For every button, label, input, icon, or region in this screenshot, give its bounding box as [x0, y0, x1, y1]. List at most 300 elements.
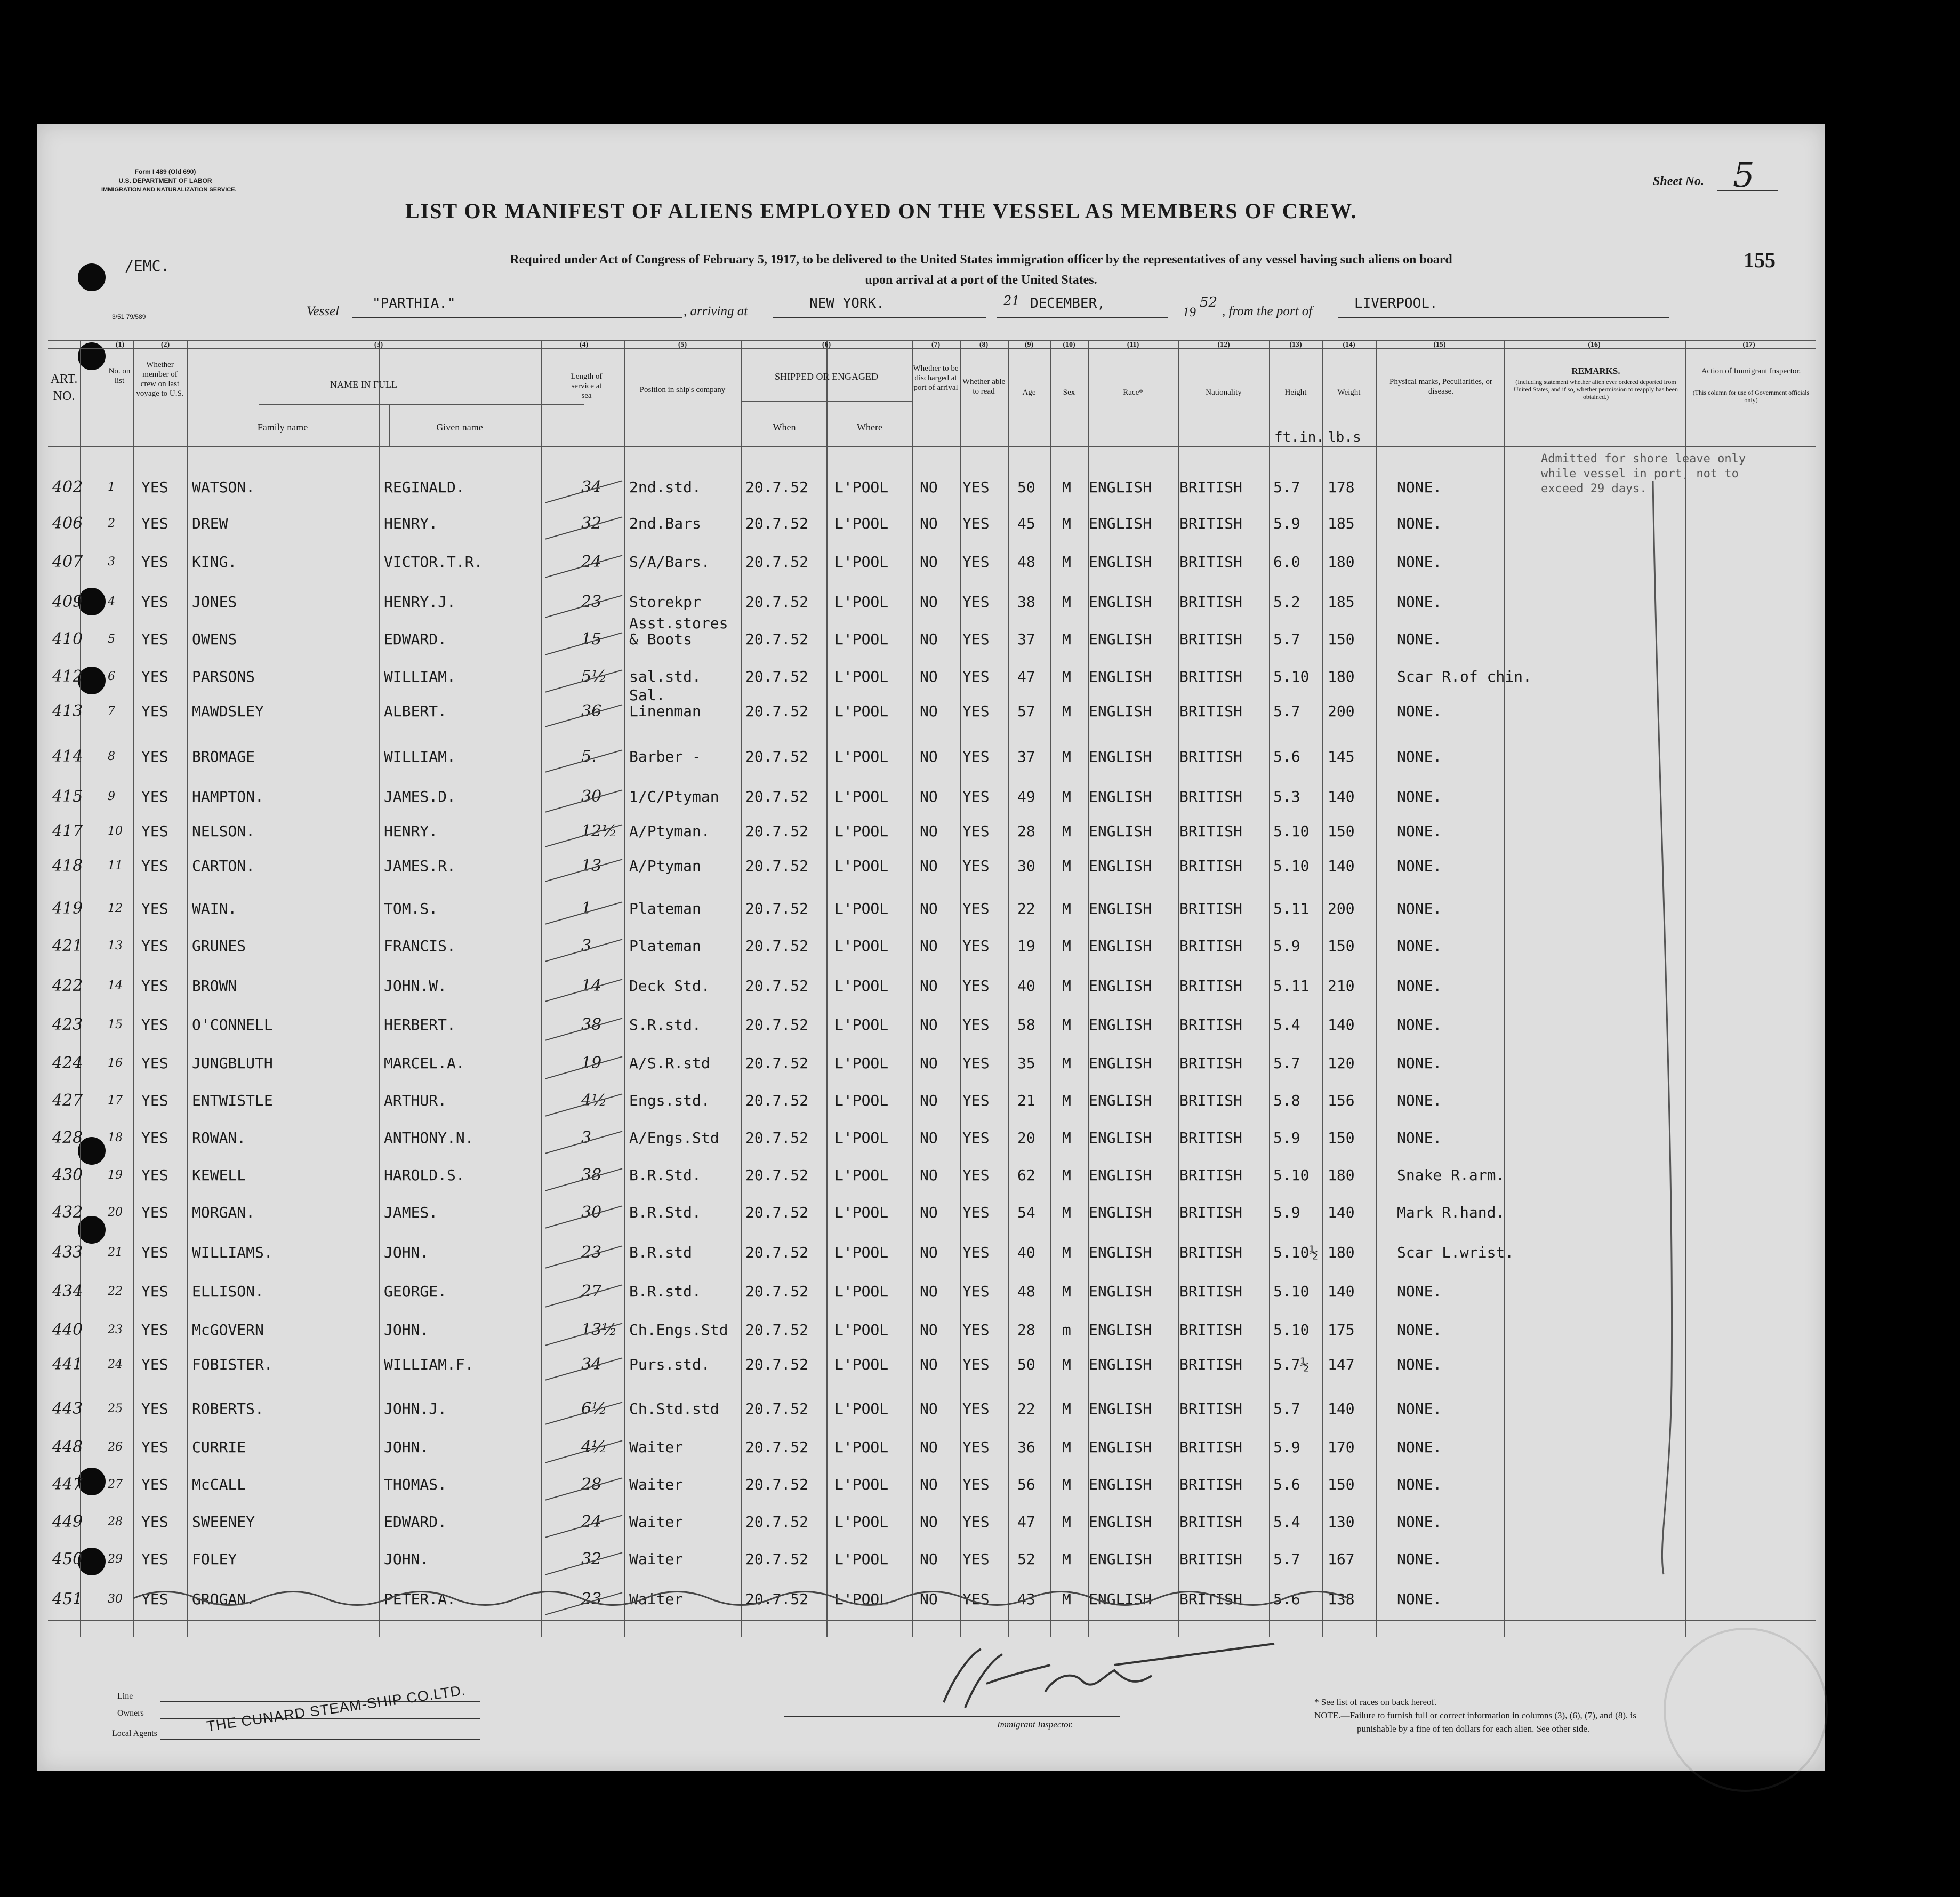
cell-read: YES [962, 748, 990, 765]
cell-race: ENGLISH [1089, 1244, 1152, 1261]
footer-note-3: punishable by a fine of ten dollars for each alien. See other side. [1357, 1724, 1590, 1734]
cell-member: YES [141, 857, 168, 875]
cell-position-line1: Asst.stores [629, 614, 728, 632]
cell-age: 48 [1017, 1283, 1035, 1300]
cell-family: GROGAN. [192, 1590, 255, 1608]
table-row [48, 614, 1816, 668]
cell-no: 4 [108, 595, 115, 609]
cell-disch: NO [920, 1244, 938, 1261]
cell-nat: BRITISH [1179, 668, 1243, 685]
cell-member: YES [141, 1590, 168, 1608]
cell-no: 18 [108, 1131, 123, 1144]
cell-marks: NONE. [1397, 702, 1442, 720]
vessel-name: "PARTHIA." [372, 295, 456, 311]
header-weight: Weight [1337, 388, 1361, 397]
arrival-day: 21 [1003, 293, 1020, 308]
cell-sex: M [1062, 857, 1071, 875]
cell-age: 28 [1017, 1321, 1035, 1339]
header-age: Age [1022, 388, 1036, 397]
cell-art: 409 [52, 593, 83, 611]
cell-height: 5.3 [1273, 788, 1300, 805]
cell-family: ELLISON. [192, 1283, 264, 1300]
cell-nat: BRITISH [1179, 1438, 1243, 1456]
cell-nat: BRITISH [1179, 1244, 1243, 1261]
cell-read: YES [962, 1356, 990, 1373]
arrival-month: DECEMBER, [1030, 295, 1105, 311]
cell-marks: NONE. [1397, 1438, 1442, 1456]
table-row [48, 593, 1816, 630]
cell-weight: 150 [1328, 630, 1355, 648]
cell-where: L'POOL [834, 1590, 889, 1608]
header-remarks: REMARKS. [1571, 366, 1620, 376]
header-physical-marks: Physical marks, Peculiarities, or disease. [1389, 378, 1492, 396]
cell-given: HENRY. [384, 515, 438, 532]
cell-read: YES [962, 630, 990, 648]
table-row [48, 748, 1816, 785]
cell-sex: M [1062, 1283, 1071, 1300]
cell-age: 47 [1017, 1513, 1035, 1531]
cell-marks: Scar R.of chin. [1397, 668, 1532, 685]
cell-when: 20.7.52 [745, 857, 809, 875]
cell-when: 20.7.52 [745, 1321, 809, 1339]
cell-height: 5.4 [1273, 1513, 1300, 1531]
cell-member: YES [141, 1166, 168, 1184]
cell-disch: NO [920, 788, 938, 805]
requirement-line-2: upon arrival at a port of the United States. [865, 273, 1097, 287]
cell-height: 5.9 [1273, 1129, 1300, 1147]
cell-sex: M [1062, 1244, 1071, 1261]
cell-sex: M [1062, 593, 1071, 611]
cell-service: 32 [581, 1550, 602, 1568]
cell-family: NELSON. [192, 822, 255, 840]
cell-weight: 180 [1328, 1244, 1355, 1261]
cell-read: YES [962, 478, 990, 496]
cell-nat: BRITISH [1179, 1513, 1243, 1531]
cell-art: 424 [52, 1054, 83, 1072]
cell-no: 10 [108, 825, 123, 838]
header-position: Position in ship's company [639, 386, 726, 394]
cell-race: ENGLISH [1089, 1166, 1152, 1184]
cell-family: McCALL [192, 1476, 246, 1493]
table-row [48, 937, 1816, 974]
cell-service: 5. [581, 747, 597, 766]
cell-given: JOHN. [384, 1438, 429, 1456]
cell-weight: 178 [1328, 478, 1355, 496]
table-row [48, 1513, 1816, 1550]
cell-no: 13 [108, 939, 123, 952]
cell-race: ENGLISH [1089, 1550, 1152, 1568]
cell-weight: 180 [1328, 668, 1355, 685]
cell-member: YES [141, 630, 168, 648]
footer-agents-label: Local Agents [112, 1729, 157, 1738]
cell-read: YES [962, 1016, 990, 1034]
cell-read: YES [962, 788, 990, 805]
remarks-line: while vessel in port, not to [1541, 467, 1739, 481]
cell-height: 5.10 [1273, 822, 1310, 840]
cell-family: ROWAN. [192, 1129, 246, 1147]
cell-sex: M [1062, 1476, 1071, 1493]
header-no-on-list: No. on list [108, 367, 131, 385]
cell-weight: 175 [1328, 1321, 1355, 1339]
cell-service: 12½ [581, 822, 617, 841]
cell-when: 20.7.52 [745, 478, 809, 496]
cell-service: 23 [581, 593, 602, 611]
cell-weight: 140 [1328, 1016, 1355, 1034]
cell-read: YES [962, 1590, 990, 1608]
cell-position: Engs.std. [629, 1092, 710, 1109]
emc-code: /EMC. [125, 257, 170, 275]
cell-family: WATSON. [192, 478, 255, 496]
cell-member: YES [141, 1438, 168, 1456]
cell-family: MORGAN. [192, 1204, 255, 1221]
cell-nat: BRITISH [1179, 1016, 1243, 1034]
cell-where: L'POOL [834, 593, 889, 611]
cell-marks: NONE. [1397, 593, 1442, 611]
cell-disch: NO [920, 668, 938, 685]
cell-disch: NO [920, 630, 938, 648]
cell-service: 23 [581, 1243, 602, 1262]
colnum: (11) [1127, 341, 1139, 349]
cell-service: 3 [581, 937, 592, 955]
cell-given: EDWARD. [384, 1513, 447, 1531]
requirement-line-1: Required under Act of Congress of February 5, 1917, to be delivered to the United States immigration officer by the representatives of any vessel having such aliens on board [510, 253, 1452, 267]
cell-where: L'POOL [834, 553, 889, 571]
cell-when: 20.7.52 [745, 1400, 809, 1418]
inspector-signature [922, 1633, 1285, 1713]
cell-art: 410 [52, 630, 83, 649]
colnum: (15) [1433, 341, 1446, 349]
cell-read: YES [962, 1204, 990, 1221]
cell-height: 5.10 [1273, 1321, 1310, 1339]
cell-member: YES [141, 1092, 168, 1109]
cell-member: YES [141, 1204, 168, 1221]
cell-height: 5.11 [1273, 977, 1310, 995]
cell-when: 20.7.52 [745, 1513, 809, 1531]
cell-height: 5.7 [1273, 630, 1300, 648]
colnum: (3) [374, 341, 383, 349]
cell-given: THOMAS. [384, 1476, 447, 1493]
cell-given: VICTOR.T.R. [384, 553, 483, 571]
colnum: (9) [1024, 341, 1034, 349]
cell-family: KING. [192, 553, 237, 571]
cell-where: L'POOL [834, 1054, 889, 1072]
cell-where: L'POOL [834, 900, 889, 917]
cell-where: L'POOL [834, 1400, 889, 1418]
header-action-note: (This column for use of Government officials only) [1692, 389, 1810, 404]
cell-disch: NO [920, 977, 938, 995]
cell-where: L'POOL [834, 857, 889, 875]
cell-height: 5.10½ [1273, 1244, 1319, 1261]
cell-age: 36 [1017, 1438, 1035, 1456]
cell-art: 413 [52, 702, 83, 721]
cell-when: 20.7.52 [745, 1204, 809, 1221]
cell-weight: 140 [1328, 1283, 1355, 1300]
cell-nat: BRITISH [1179, 1092, 1243, 1109]
cell-age: 20 [1017, 1129, 1035, 1147]
cell-read: YES [962, 1283, 990, 1300]
cell-age: 62 [1017, 1166, 1035, 1184]
table-row [48, 1244, 1816, 1281]
header-height: Height [1284, 388, 1307, 397]
cell-race: ENGLISH [1089, 822, 1152, 840]
cell-when: 20.7.52 [745, 668, 809, 685]
cell-service: 15 [581, 630, 602, 649]
cell-given: REGINALD. [384, 478, 465, 496]
header-nationality: Nationality [1206, 388, 1242, 397]
cell-member: YES [141, 1054, 168, 1072]
cell-height: 5.7 [1273, 1054, 1300, 1072]
cell-family: ENTWISTLE [192, 1092, 273, 1109]
cell-service: 34 [581, 478, 602, 497]
cell-marks: NONE. [1397, 1321, 1442, 1339]
cell-service: 6½ [581, 1399, 607, 1418]
table-row [48, 1438, 1816, 1476]
cell-sex: M [1062, 1550, 1071, 1568]
cell-nat: BRITISH [1179, 977, 1243, 995]
colnum: (10) [1063, 341, 1075, 349]
cell-art: 440 [52, 1320, 83, 1339]
cell-race: ENGLISH [1089, 1016, 1152, 1034]
cell-age: 50 [1017, 1356, 1035, 1373]
colnum: (17) [1742, 341, 1755, 349]
cell-when: 20.7.52 [745, 1476, 809, 1493]
cell-sex: M [1062, 937, 1071, 955]
cell-given: ALBERT. [384, 702, 447, 720]
cell-disch: NO [920, 1400, 938, 1418]
cell-member: YES [141, 1129, 168, 1147]
cell-no: 30 [108, 1592, 123, 1606]
cell-race: ENGLISH [1089, 593, 1152, 611]
cell-nat: BRITISH [1179, 553, 1243, 571]
cell-member: YES [141, 1283, 168, 1300]
cell-height: 5.7½ [1273, 1356, 1310, 1373]
cell-family: FOBISTER. [192, 1356, 273, 1373]
cell-marks: NONE. [1397, 1016, 1442, 1034]
cell-member: YES [141, 977, 168, 995]
cell-service: 5½ [581, 667, 607, 686]
cell-sex: M [1062, 630, 1071, 648]
cell-position: A/Ptyman [629, 857, 701, 875]
cell-art: 419 [52, 899, 83, 918]
cell-read: YES [962, 702, 990, 720]
cell-when: 20.7.52 [745, 1356, 809, 1373]
cell-when: 20.7.52 [745, 1016, 809, 1034]
cell-position: 2nd.std. [629, 478, 701, 496]
cell-family: GRUNES [192, 937, 246, 955]
cell-marks: Mark R.hand. [1397, 1204, 1505, 1221]
page-stamp: 155 [1744, 248, 1776, 272]
cell-family: PARSONS [192, 668, 255, 685]
table-row [48, 1283, 1816, 1320]
cell-race: ENGLISH [1089, 857, 1152, 875]
cell-sex: M [1062, 822, 1071, 840]
cell-art: 447 [52, 1475, 83, 1494]
cell-position: B.R.Std. [629, 1166, 701, 1184]
cell-art: 414 [52, 747, 83, 766]
cell-position: S/A/Bars. [629, 553, 710, 571]
cell-member: YES [141, 1321, 168, 1339]
cell-when: 20.7.52 [745, 1092, 809, 1109]
cell-no: 28 [108, 1515, 123, 1528]
cell-disch: NO [920, 900, 938, 917]
cell-family: WILLIAMS. [192, 1244, 273, 1261]
cell-art: 430 [52, 1166, 83, 1184]
punch-hole [78, 263, 106, 291]
cell-height: 5.2 [1273, 593, 1300, 611]
cell-marks: NONE. [1397, 1590, 1442, 1608]
sheet-number: 5 [1733, 156, 1755, 195]
cell-art: 406 [52, 514, 83, 533]
cell-position: Purs.std. [629, 1356, 710, 1373]
cell-age: 30 [1017, 857, 1035, 875]
cell-age: 22 [1017, 1400, 1035, 1418]
cell-disch: NO [920, 857, 938, 875]
cell-height: 5.7 [1273, 1400, 1300, 1418]
cell-nat: BRITISH [1179, 1590, 1243, 1608]
cell-weight: 130 [1328, 1513, 1355, 1531]
cell-where: L'POOL [834, 630, 889, 648]
cell-nat: BRITISH [1179, 1166, 1243, 1184]
cell-sex: M [1062, 1356, 1071, 1373]
cell-position: Barber - [629, 748, 701, 765]
form-info [101, 167, 237, 195]
cell-given: HERBERT. [384, 1016, 456, 1034]
department: U.S. DEPARTMENT OF LABOR [118, 177, 212, 185]
cell-sex: M [1062, 1513, 1071, 1531]
cell-position: sal.std. [629, 668, 701, 685]
cell-no: 19 [108, 1168, 123, 1182]
cell-age: 40 [1017, 977, 1035, 995]
agents-stamp: THE CUNARD STEAM-SHIP CO.LTD. [205, 1682, 467, 1735]
cell-race: ENGLISH [1089, 515, 1152, 532]
cell-read: YES [962, 1400, 990, 1418]
cell-member: YES [141, 1400, 168, 1418]
cell-height: 5.8 [1273, 1092, 1300, 1109]
cell-weight: 140 [1328, 857, 1355, 875]
cell-when: 20.7.52 [745, 553, 809, 571]
cell-marks: NONE. [1397, 630, 1442, 648]
cell-where: L'POOL [834, 748, 889, 765]
cell-weight: 180 [1328, 553, 1355, 571]
cell-disch: NO [920, 1513, 938, 1531]
cell-art: 448 [52, 1438, 83, 1456]
cell-disch: NO [920, 702, 938, 720]
form-number: Form I 489 (Old 690) [134, 168, 196, 175]
cell-when: 20.7.52 [745, 748, 809, 765]
remarks-line: exceed 29 days. [1541, 482, 1647, 495]
cell-age: 37 [1017, 748, 1035, 765]
header-able-read: Whether able to read [962, 378, 1006, 396]
cell-marks: NONE. [1397, 1550, 1442, 1568]
cell-where: L'POOL [834, 1283, 889, 1300]
cell-when: 20.7.52 [745, 1283, 809, 1300]
cell-height: 5.10 [1273, 857, 1310, 875]
header-length-service: Length of service at sea [571, 372, 603, 400]
cell-member: YES [141, 515, 168, 532]
cell-marks: NONE. [1397, 822, 1442, 840]
cell-art: 402 [52, 478, 83, 497]
cell-sex: m [1062, 1321, 1071, 1339]
cell-nat: BRITISH [1179, 788, 1243, 805]
colnum: (6) [822, 341, 831, 349]
cell-disch: NO [920, 1129, 938, 1147]
cell-height: 5.4 [1273, 1016, 1300, 1034]
cell-race: ENGLISH [1089, 1204, 1152, 1221]
cell-weight: 145 [1328, 748, 1355, 765]
cell-weight: 210 [1328, 977, 1355, 995]
cell-disch: NO [920, 1356, 938, 1373]
cell-art: 423 [52, 1015, 83, 1034]
colnum: (7) [931, 341, 941, 349]
colnum: (14) [1343, 341, 1355, 349]
cell-given: MARCEL.A. [384, 1054, 465, 1072]
height-units: ft.in. [1274, 429, 1324, 445]
cell-disch: NO [920, 553, 938, 571]
cell-family: FOLEY [192, 1550, 237, 1568]
cell-given: JOHN. [384, 1550, 429, 1568]
header-when: When [773, 422, 796, 433]
header-where: Where [857, 422, 882, 433]
cell-height: 5.6 [1273, 1590, 1300, 1608]
cell-art: 407 [52, 553, 83, 571]
cell-disch: NO [920, 593, 938, 611]
cell-service: 14 [581, 976, 602, 995]
cell-weight: 150 [1328, 1129, 1355, 1147]
cell-race: ENGLISH [1089, 1438, 1152, 1456]
cell-when: 20.7.52 [745, 702, 809, 720]
cell-service: 36 [581, 702, 602, 721]
cell-weight: 147 [1328, 1356, 1355, 1373]
cell-when: 20.7.52 [745, 630, 809, 648]
cell-service: 19 [581, 1054, 602, 1072]
cell-art: 422 [52, 976, 83, 995]
cell-service: 13 [581, 857, 602, 875]
table-row [48, 900, 1816, 937]
cell-race: ENGLISH [1089, 1476, 1152, 1493]
cell-read: YES [962, 1092, 990, 1109]
cell-given: HENRY.J. [384, 593, 456, 611]
cell-height: 5.11 [1273, 900, 1310, 917]
cell-given: EDWARD. [384, 630, 447, 648]
table-row [48, 1129, 1816, 1166]
cell-service: 24 [581, 553, 602, 571]
cell-sex: M [1062, 1204, 1071, 1221]
cell-member: YES [141, 478, 168, 496]
cell-read: YES [962, 1438, 990, 1456]
cell-no: 2 [108, 517, 115, 530]
header-sex: Sex [1063, 388, 1075, 397]
cell-nat: BRITISH [1179, 900, 1243, 917]
cell-race: ENGLISH [1089, 668, 1152, 685]
cell-where: L'POOL [834, 515, 889, 532]
cell-where: L'POOL [834, 1550, 889, 1568]
cell-read: YES [962, 1513, 990, 1531]
cell-family: ROBERTS. [192, 1400, 264, 1418]
cell-disch: NO [920, 1283, 938, 1300]
cell-art: 432 [52, 1203, 83, 1222]
cell-height: 5.7 [1273, 702, 1300, 720]
cell-position: Storekpr [629, 593, 701, 611]
cell-age: 57 [1017, 702, 1035, 720]
cell-marks: NONE. [1397, 1400, 1442, 1418]
cell-where: L'POOL [834, 668, 889, 685]
cell-position: Waiter [629, 1513, 684, 1531]
cell-position: A/Engs.Std [629, 1129, 719, 1147]
cell-service: 38 [581, 1015, 602, 1034]
cell-given: JOHN.W. [384, 977, 447, 995]
cell-race: ENGLISH [1089, 1321, 1152, 1339]
cell-height: 5.10 [1273, 1166, 1310, 1184]
